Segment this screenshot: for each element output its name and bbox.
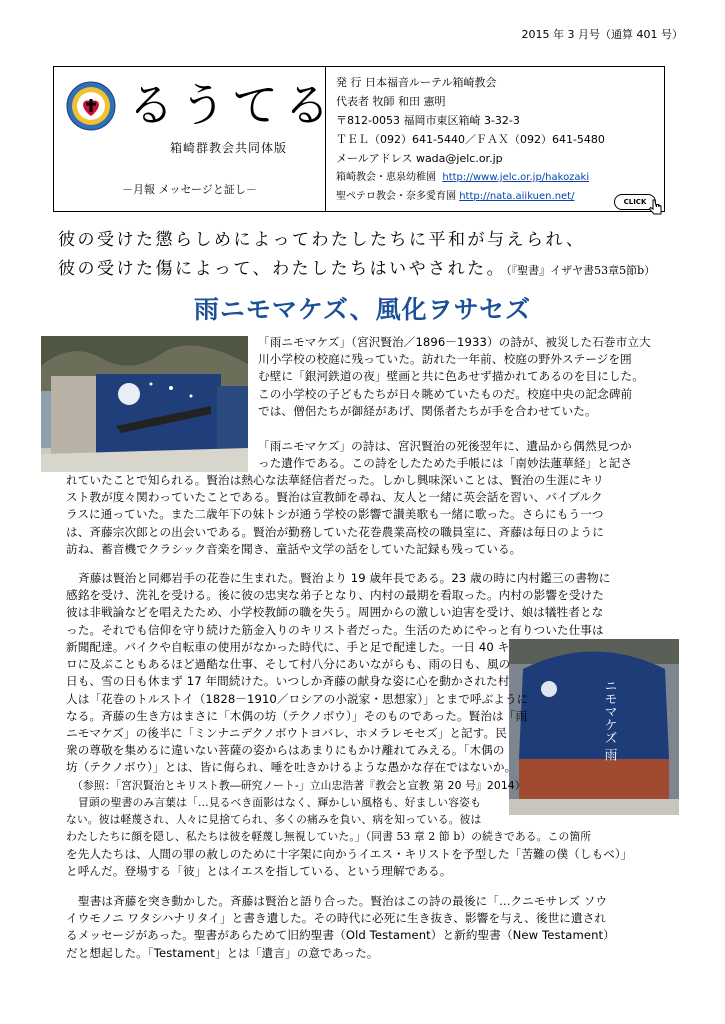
publisher-info (336, 73, 605, 206)
text-line: 衆の尊敬を集めるに違いない菩薩の姿からはあまりにもかけ離れてみえる。「木偶の (66, 743, 505, 758)
mural-photo (41, 336, 248, 472)
article-paragraph-4 (66, 794, 633, 880)
article-title: 雨ニモマケズ、風化ヲサセズ (193, 295, 532, 324)
text-line: だと想起した。「Testament」とは「遺言」の意であった。 (66, 945, 379, 960)
text-line: った遺作である。この詩をしたためた手帳には「南妙法蓮華経」と記さ (258, 456, 633, 471)
masthead-box (53, 66, 665, 212)
verse-reference: （『聖書』イザヤ書53章5節b） (506, 264, 656, 277)
nata-label: 聖ペテロ教会・奈多愛育園 (336, 191, 456, 202)
text-line: るメッセージがあった。聖書があらためて旧約聖書（Old Testament）と新約聖書（New Testament） (66, 928, 615, 943)
verse-line: 彼の受けた傷によって、わたしたちはいやされた。 (58, 259, 507, 279)
article-paragraph-5 (66, 893, 615, 962)
text-line: ない。彼は軽蔑され、人々に見捨てられ、多くの痛みを負い、病を知っている。彼は (66, 813, 482, 827)
article-paragraph-3b (66, 639, 528, 794)
text-line: 彼は非戦論などを唱えたため、小学校教師の職を失う。周囲からの激しい迫害を受け、娘は犠牲者とな (66, 605, 604, 620)
text-line: 斉藤は賢治と同郷岩手の花巻に生まれた。賢治より 19 歳年長である。23 歳の時に内村鑑三の書物に (78, 571, 611, 585)
text-line: 川小学校の校庭に残っていた。訪れた一年前、校庭の野外ステージを囲 (258, 352, 632, 367)
text-line: と呼んだ。登場する「彼」とはイエスを指している、という理解である。 (66, 863, 452, 878)
text-line: ロに及ぶこともあるほど過酷な仕事、そして村八分にあいながらも、雨の日も、風の (66, 657, 511, 672)
hakozaki-link[interactable]: http://www.jelc.or.jp/hakozaki (442, 172, 590, 183)
hakozaki-label: 箱崎教会・恵泉幼稚園 (336, 172, 436, 183)
hakozaki-row (336, 168, 605, 187)
publication-tagline: －月報 メッセージと証し－ (122, 183, 257, 196)
text-line: む壁に「銀河鉄道の夜」壁画と共に色あせず描かれてあるのを目にした。 (258, 369, 644, 384)
text-line: 聖書は斉藤を突き動かした。斉藤は賢治と語り合った。賢治はこの詩の最後に「…クニモサレズ ソウ (78, 894, 608, 908)
text-line: 「雨ニモマケズ」（宮沢賢治／1896－1933）の詩が、被災した石巻市立大 (258, 335, 651, 349)
text-line: は、斉藤宗次郎との出会いである。賢治が勤務していた花巻農業高校の職員室に、斉藤は毎日のように (66, 524, 604, 539)
luther-rose-logo-icon (66, 81, 116, 131)
poem-wall-photo (509, 639, 679, 815)
nata-link[interactable]: http://nata.aiikuen.net/ (459, 191, 575, 202)
article-paragraph-1 (258, 334, 651, 420)
publisher-line: メールアドレス wada@jelc.or.jp (336, 152, 503, 165)
text-line: では、僧侶たちが御経があげ、関係者たちが手を合わせていた。 (258, 403, 597, 418)
text-line: 訪ね、蓄音機でクラシック音楽を聞き、童話や文学の話をしていた記録も残っている。 (66, 541, 522, 556)
article-paragraph-2b (66, 472, 604, 558)
text-line: 感銘を受け、洗礼を受ける。後に彼の忠実な弟子となり、内村の最期を看取った。内村の影響を受けた (66, 588, 604, 603)
text-line: を先人たちは、人間の罪の赦しのために十字架に向かうイエス・キリストを予型した「苦難の僕（しもべ）」 (66, 846, 633, 861)
text-line: ラスに通っていた。また二歳年下の妹トシが通う学校の影響で讃美歌も一緒に歌った。さらにもう一つ (66, 507, 604, 522)
issue-number: 2015 年 3 月号（通算 401 号） (521, 28, 683, 41)
text-line: 新聞配達。バイクや自転車の使用がなかった時代に、手と足で配達した。一日 40 キ (66, 640, 510, 654)
text-line: 「雨ニモマケズ」の詩は、宮沢賢治の死後翌年に、遺品から偶然見つか (258, 439, 632, 453)
text-line: 日も、雪の日も休まず 17 年間続けた。いつしか斉藤の献身な姿に心を動かされた村 (66, 674, 510, 689)
text-line: った。それでも信仰を守り続けた筋金入りのキリスト者だった。生活のためにやっと有りついた仕事は (66, 622, 604, 637)
publication-subtitle: 箱崎群教会共同体版 (170, 141, 288, 155)
publisher-line: 発 行 日本福音ルーテル箱崎教会 (336, 76, 497, 89)
text-line: わたしたちに顔を隠し、私たちは彼を軽蔑し無視していた。」（同書 53 章 2 節 b）の続きである。この箇所 (66, 830, 592, 844)
text-line: 坊（テクノボウ）」とは、皆に侮られ、唾を吐きかけるような愚かな存在ではないか。 (66, 760, 517, 775)
text-line: 人は「花巻のトルストイ（1828－1910／ロシアの小説家・思想家）」とまで呼ぶように (66, 691, 529, 706)
text-line: ニモマケズ」の後半に「ミンナニデクノボウトヨバレ、ホメラレモセズ」と記す。民 (66, 725, 507, 740)
text-line: 冒頭の聖書のみ言葉は「…見るべき面影はなく、輝かしい風格も、好ましい容姿も (78, 796, 481, 809)
scripture-verse (58, 226, 655, 285)
wall-poem-text: ニモマケズ 雨 (601, 679, 617, 762)
text-line: イウモノニ ワタシハナリタイ」と書き遺した。その時代に必死に生き抜き、影響を与え、後世に遺され (66, 911, 607, 926)
article-paragraph-3a (66, 570, 610, 639)
nata-row (336, 187, 605, 206)
reference-note: （参照：「宮沢賢治とキリスト教―研究ノート-」立山忠浩著『教会と宣教 第 20 号』2014） (72, 778, 526, 792)
text-line: れていたことで知られる。賢治は熱心な法華経信者だった。しかし興味深いことは、賢治の生涯にキリ (66, 473, 604, 487)
text-line: なる。斉藤の生き方はまさに「木偶の坊（テクノボウ）」そのものであった。賢治は「雨 (66, 708, 528, 723)
text-line: この小学校の子どもたちが日々眺めていたものだ。校庭中央の記念碑前 (258, 386, 633, 401)
verse-line: 彼の受けた懲らしめによってわたしたちに平和が与えられ、 (58, 230, 586, 250)
publisher-line: 〒812-0053 福岡市東区箱崎 3-32-3 (336, 114, 520, 127)
text-line: スト教が度々関わっていたことである。賢治は宣教師を尋ね、友人と一緒に英会話を習い、バイブルク (66, 490, 603, 505)
article-paragraph-2a (258, 438, 632, 472)
verse-line-2 (58, 255, 655, 285)
publisher-line: ＴＥＬ（092）641-5440／ＦＡＸ（092）641-5480 (336, 133, 605, 146)
click-button[interactable]: CLICK (614, 194, 656, 210)
publication-title: るうてる (128, 78, 336, 132)
publisher-line: 代表者 牧師 和田 憲明 (336, 95, 446, 108)
pointer-cursor-icon (649, 199, 663, 215)
